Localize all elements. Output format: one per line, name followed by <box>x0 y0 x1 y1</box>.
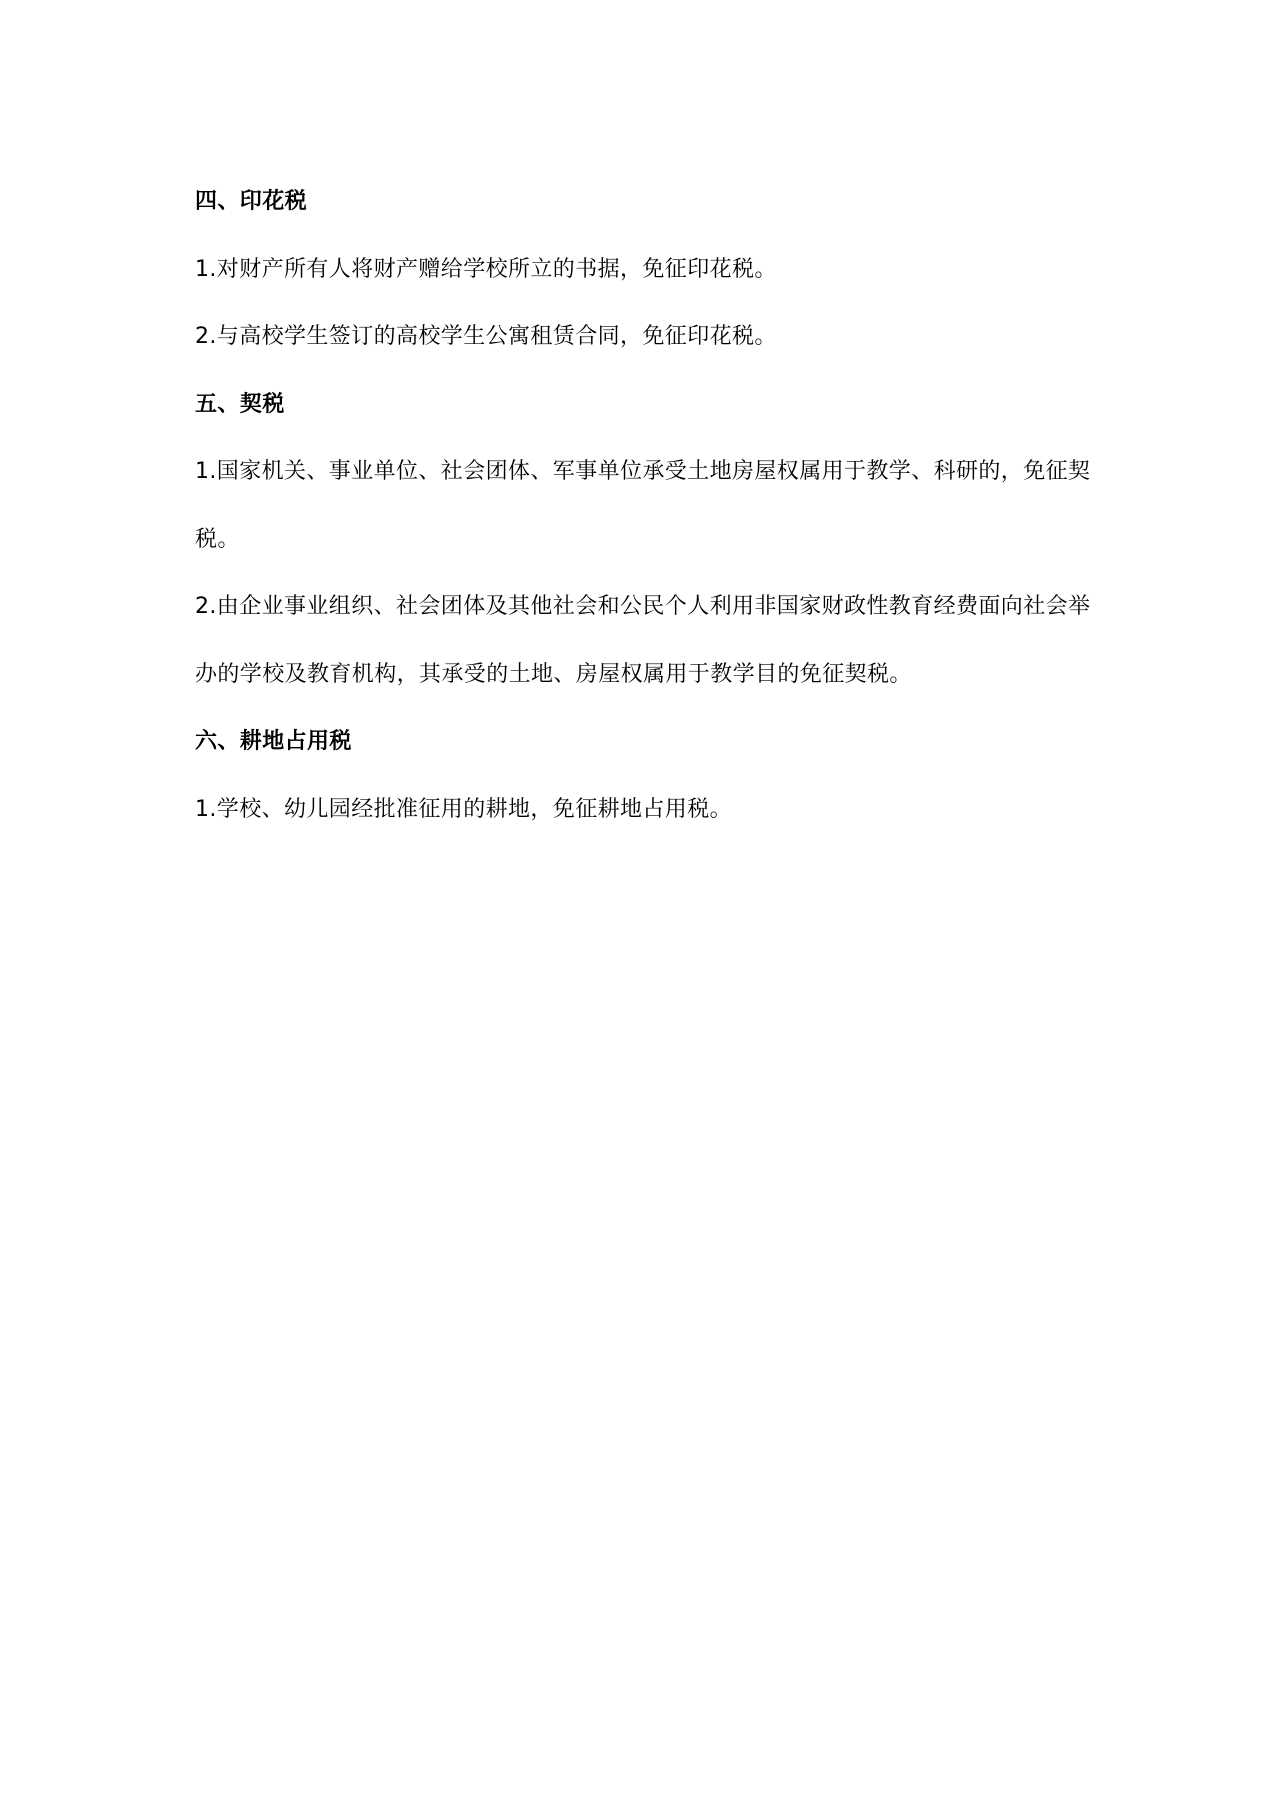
section-heading-stamp-duty: 四、印花税 <box>195 189 308 214</box>
paragraph-deed-tax-2-line-1: 2.由企业事业组织、社会团体及其他社会和公民个人利用非国家财政性教育经费面向社会举 <box>195 594 1091 619</box>
paragraph-deed-tax-1-line-1: 1.国家机关、事业单位、社会团体、军事单位承受土地房屋权属用于教学、科研的，免征契 <box>195 459 1091 484</box>
document-body <box>195 168 1100 843</box>
paragraph-farmland-tax-1: 1.学校、幼儿园经批准征用的耕地，免征耕地占用税。 <box>195 796 732 822</box>
paragraph-deed-tax-2-line-2: 办的学校及教育机构，其承受的土地、房屋权属用于教学目的免征契税。 <box>195 661 912 687</box>
paragraph-stamp-duty-1: 1.对财产所有人将财产赠给学校所立的书据，免征印花税。 <box>195 256 777 282</box>
section-heading-deed-tax: 五、契税 <box>195 391 285 417</box>
paragraph-stamp-duty-2: 2.与高校学生签订的高校学生公寓租赁合同，免征印花税。 <box>195 324 777 349</box>
paragraph-deed-tax-1-line-2: 税。 <box>195 526 240 552</box>
section-heading-farmland-tax: 六、耕地占用税 <box>195 729 352 754</box>
